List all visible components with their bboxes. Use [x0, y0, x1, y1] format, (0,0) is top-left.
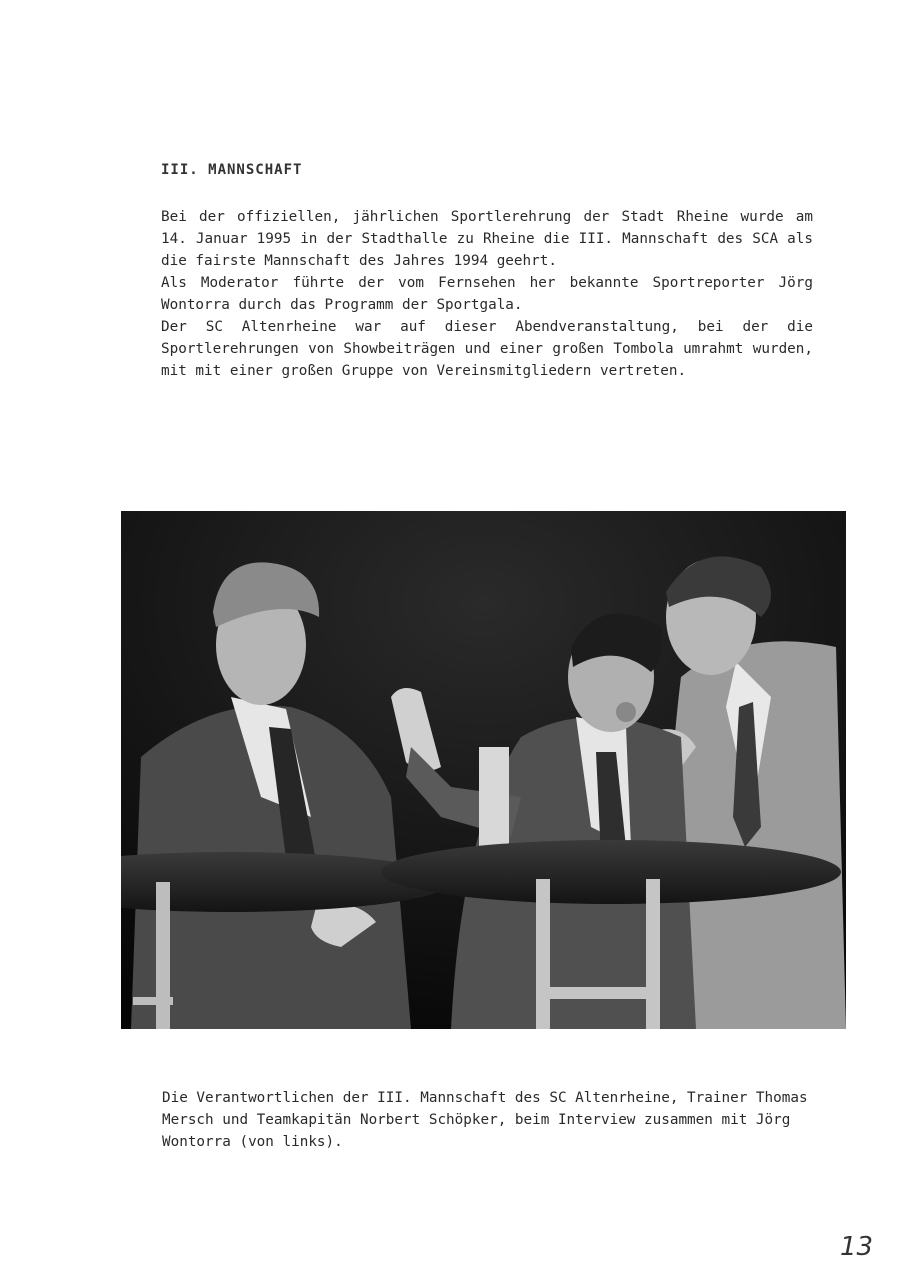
paragraph-2: Als Moderator führte der vom Fernsehen her bekannte Sportreporter Jörg Wontorra durch das Programm der Sportgala.	[161, 275, 813, 313]
paragraph-3: Der SC Altenrheine war auf dieser Abendveranstaltung, bei der die Sportlerehrungen von Showbeiträgen und einer großen Tombola umrahmt wurden, mit mit einer großen Gruppe von Vereinsmitgliedern vertreten.	[161, 319, 813, 379]
section-heading: III. MANNSCHAFT	[161, 162, 303, 178]
caption-text: Die Verantwortlichen der III. Mannschaft des SC Altenrheine, Trainer Thomas Mersch und Teamkapitän Norbert Schöpker, beim Interview zusammen mit Jörg Wontorra (von links).	[162, 1090, 808, 1150]
page-number: 13	[840, 1232, 874, 1262]
paragraph-1: Bei der offiziellen, jährlichen Sportlerehrung der Stadt Rheine wurde am 14. Januar 1995 in der Stadthalle zu Rheine die III. Mannschaft des SCA als die fairste Mannschaft des Jahres 1994 geehrt.	[161, 209, 813, 269]
photo-caption	[162, 1087, 822, 1153]
interview-photo	[121, 497, 846, 1029]
award-plaque	[479, 747, 509, 857]
body-text	[161, 206, 813, 382]
